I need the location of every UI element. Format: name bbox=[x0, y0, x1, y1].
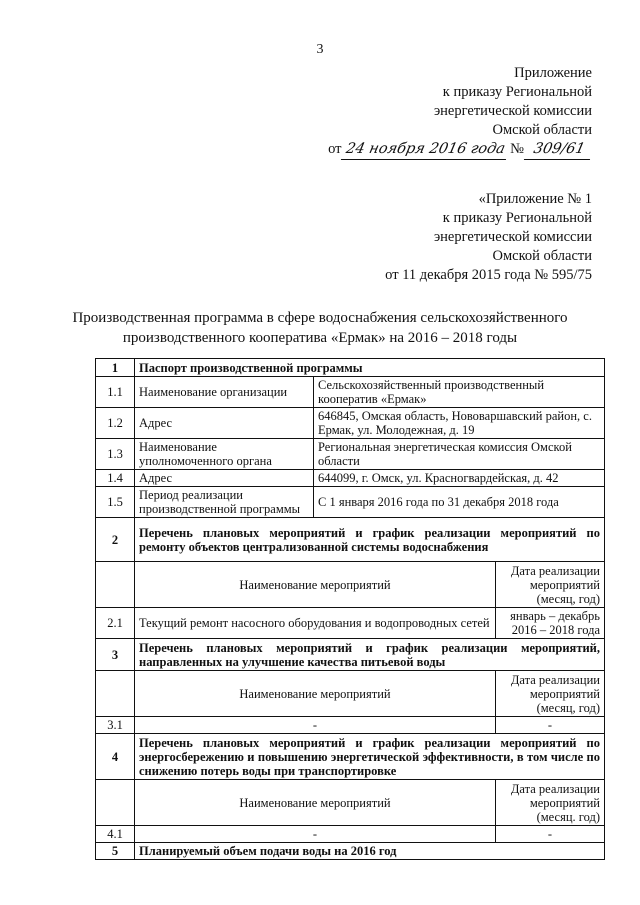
column-header-date: Дата реализации мероприятий (месяц, год) bbox=[496, 562, 605, 608]
row-number: 1.2 bbox=[96, 408, 135, 439]
program-table bbox=[95, 358, 605, 860]
row-number: 4 bbox=[96, 734, 135, 780]
event-name: - bbox=[135, 717, 496, 734]
row-number: 1.4 bbox=[96, 470, 135, 487]
row-value: Сельскохозяйственный производственный кооператив «Ермак» bbox=[314, 377, 605, 408]
handwritten-number: 309/61 bbox=[524, 140, 594, 160]
table-row bbox=[96, 359, 605, 377]
annex-title: Приложение bbox=[514, 65, 592, 81]
row-number: 5 bbox=[96, 843, 135, 860]
handwritten-date: 24 ноября 2016 года bbox=[341, 140, 510, 160]
row-number: 4.1 bbox=[96, 826, 135, 843]
annex-line: от 11 декабря 2015 года № 595/75 bbox=[385, 267, 592, 283]
table-row bbox=[96, 408, 605, 439]
number-sign: № bbox=[510, 141, 524, 157]
annex-line: к приказу Региональной bbox=[442, 84, 592, 100]
row-value: С 1 января 2016 года по 31 декабря 2018 года bbox=[314, 487, 605, 518]
annex-line: Омской области bbox=[492, 248, 592, 264]
row-number: 1.5 bbox=[96, 487, 135, 518]
column-header-name: Наименование мероприятий bbox=[135, 780, 496, 826]
table-row bbox=[96, 470, 605, 487]
row-number: 3 bbox=[96, 639, 135, 671]
ot-label: от bbox=[328, 141, 342, 157]
row-label: Адрес bbox=[135, 470, 314, 487]
row-label: Наименование организации bbox=[135, 377, 314, 408]
table-row bbox=[96, 439, 605, 470]
table-row bbox=[96, 562, 605, 608]
row-value: 646845, Омская область, Нововаршавский район, с. Ермак, ул. Молодежная, д. 19 bbox=[314, 408, 605, 439]
event-date: - bbox=[496, 717, 605, 734]
row-value: Региональная энергетическая комиссия Омской области bbox=[314, 439, 605, 470]
row-number bbox=[96, 780, 135, 826]
row-number: 1.3 bbox=[96, 439, 135, 470]
section-title: Перечень плановых мероприятий и график реализации мероприятий, направленных на улучшение качества питьевой воды bbox=[135, 639, 605, 671]
table-row bbox=[96, 377, 605, 408]
annex-line: Омской области bbox=[492, 122, 592, 138]
column-header-date: Дата реализации мероприятий (месяц. год) bbox=[496, 780, 605, 826]
table-row bbox=[96, 608, 605, 639]
event-name: Текущий ремонт насосного оборудования и водопроводных сетей bbox=[135, 608, 496, 639]
table-row bbox=[96, 826, 605, 843]
section-title: Перечень плановых мероприятий и график реализации мероприятий по энергосбережению и повышению энергетической эффективности, в том числе по снижению потерь воды при транспортировке bbox=[135, 734, 605, 780]
order-date-line bbox=[328, 140, 592, 160]
column-header-date: Дата реализации мероприятий (месяц, год) bbox=[496, 671, 605, 717]
event-date: январь – декабрь 2016 – 2018 года bbox=[496, 608, 605, 639]
table-row bbox=[96, 487, 605, 518]
page-number: 3 bbox=[316, 42, 324, 57]
row-number: 2.1 bbox=[96, 608, 135, 639]
column-header-name: Наименование мероприятий bbox=[135, 671, 496, 717]
document-title: Производственная программа в сфере водоснабжения сельскохозяйственного производственного кооператива «Ермак» на 2016 – 2018 годы bbox=[72, 310, 568, 346]
row-label: Адрес bbox=[135, 408, 314, 439]
section-title: Планируемый объем подачи воды на 2016 год bbox=[135, 843, 605, 860]
row-label: Наименование уполномоченного органа bbox=[135, 439, 314, 470]
row-number bbox=[96, 562, 135, 608]
column-header-name: Наименование мероприятий bbox=[135, 562, 496, 608]
annex-line: энергетической комиссии bbox=[433, 229, 592, 245]
event-date: - bbox=[496, 826, 605, 843]
annex-header bbox=[328, 64, 592, 160]
annex-line: энергетической комиссии bbox=[433, 103, 592, 119]
row-number: 1 bbox=[96, 359, 135, 377]
table-row bbox=[96, 843, 605, 860]
table-row bbox=[96, 734, 605, 780]
table-row bbox=[96, 639, 605, 671]
row-number bbox=[96, 671, 135, 717]
table-row bbox=[96, 671, 605, 717]
row-number: 3.1 bbox=[96, 717, 135, 734]
row-number: 2 bbox=[96, 518, 135, 562]
event-name: - bbox=[135, 826, 496, 843]
row-number: 1.1 bbox=[96, 377, 135, 408]
section-title: Паспорт производственной программы bbox=[135, 359, 605, 377]
row-value: 644099, г. Омск, ул. Красногвардейская, д. 42 bbox=[314, 470, 605, 487]
section-title: Перечень плановых мероприятий и график реализации мероприятий по ремонту объектов централизованной системы водоснабжения bbox=[135, 518, 605, 562]
annex-title: «Приложение № 1 bbox=[478, 191, 592, 207]
annex-line: к приказу Региональной bbox=[442, 210, 592, 226]
row-label: Период реализации производственной программы bbox=[135, 487, 314, 518]
table-row bbox=[96, 717, 605, 734]
table-row bbox=[96, 780, 605, 826]
annex-reference bbox=[385, 190, 592, 285]
table-row bbox=[96, 518, 605, 562]
